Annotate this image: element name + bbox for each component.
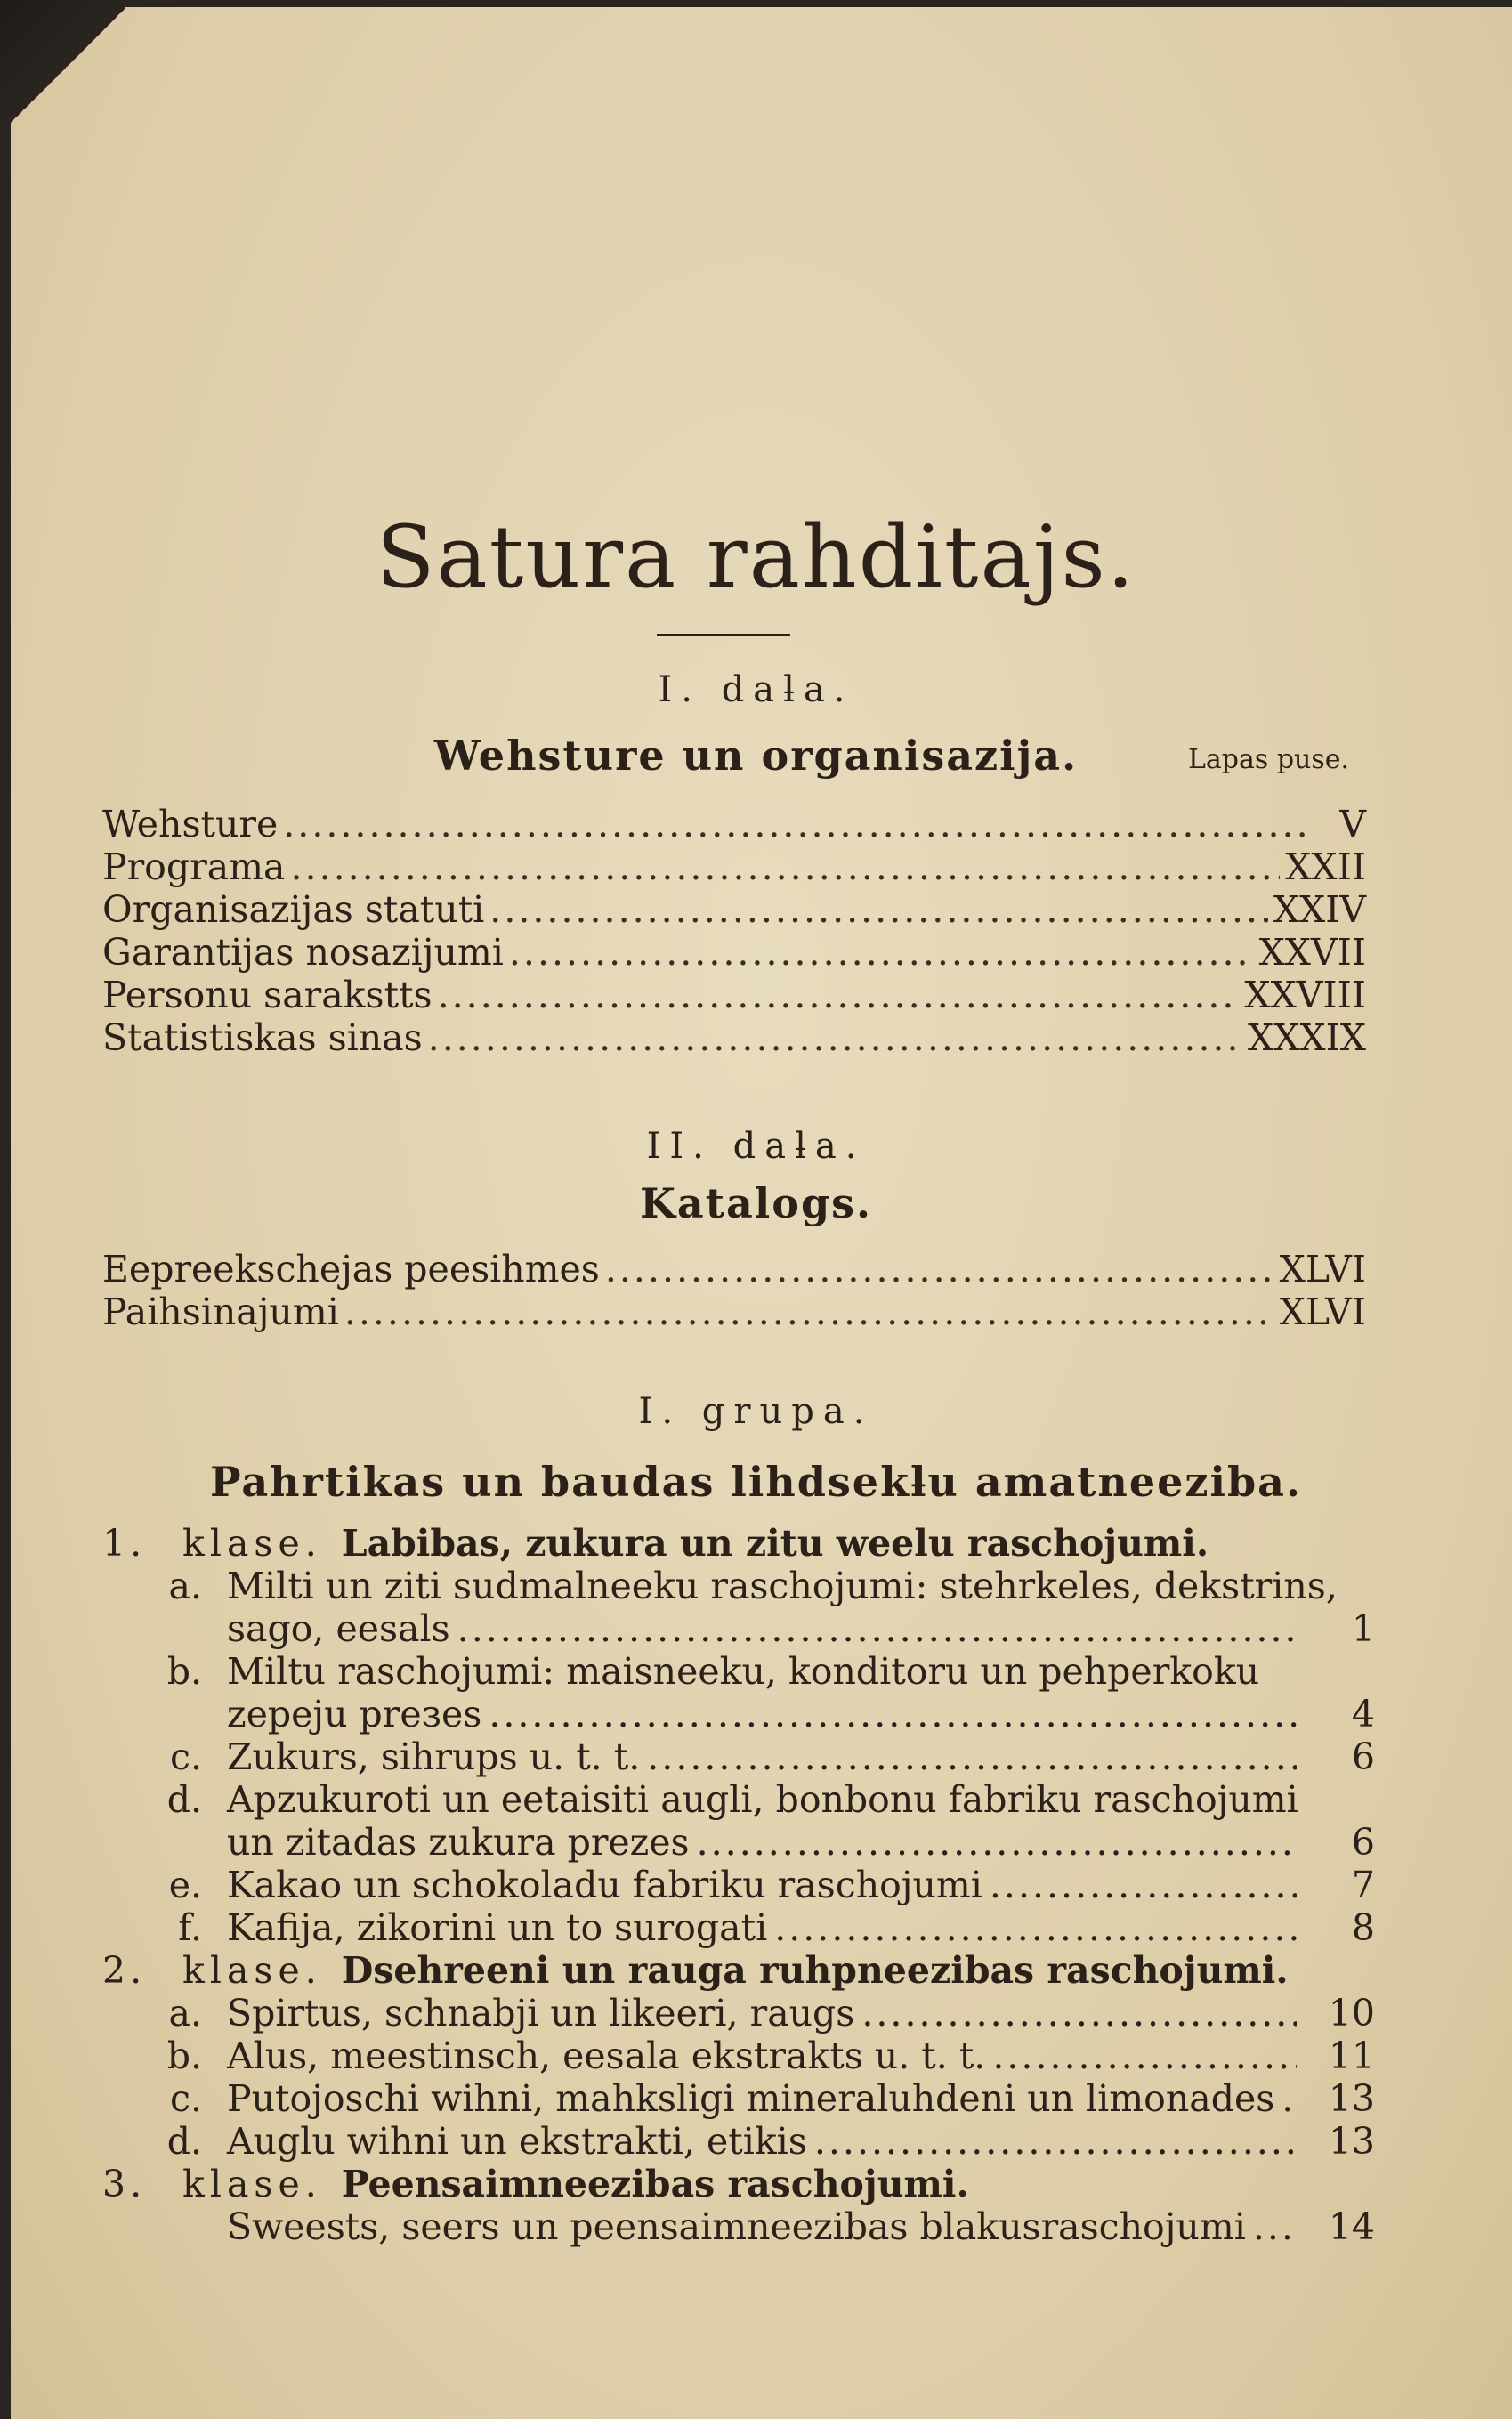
page-column-header: Lapas puse. (1188, 744, 1350, 775)
toc-item[interactable]: d. Auglu wihni un ekstrakti, etikis ..... 13 (102, 2120, 1375, 2163)
toc-row[interactable]: Organisazijas statuti ..... XXIV (102, 888, 1366, 931)
toc-row[interactable]: Statistiskas sinas ..... XXXIX (102, 1016, 1366, 1059)
toc-item[interactable]: b. Alus, meestinsch, eesala ekstrakts u. t. t. ..... 11 (102, 2035, 1375, 2077)
toc-item-continuation[interactable]: sago, eesals ..... 1 (102, 1607, 1375, 1650)
group-1-section-title: Pahrtikas un baudas lihdsekƚu amatneeziba. (210, 1458, 1302, 1506)
group-1-label: I. grupa. (638, 1391, 874, 1432)
toc-row[interactable]: Personu sarakstts ..... XXVIII (102, 974, 1366, 1016)
page-title: Satura rahditajs. (376, 507, 1136, 607)
toc-item[interactable]: c. Zukurs, sihrups u. t. t. ..... 6 (102, 1735, 1375, 1778)
part-2-toc (102, 1248, 1366, 1333)
toc-item[interactable]: b. Miltu raschojumi: maisneeku, konditoru un pehperkoku (166, 1650, 1260, 1693)
toc-item[interactable]: a. Milti un ziti sudmalneeku raschojumi: stehrkeles, dekstrins, (168, 1565, 1338, 1607)
toc-row[interactable]: Garantijas nosazijumi ..... XXVII (102, 931, 1366, 974)
toc-item-continuation[interactable]: un zitadas zukura prezes ..... 6 (102, 1821, 1375, 1864)
part-1-toc (102, 803, 1366, 1059)
toc-item[interactable]: Sweests, seers un peensaimneezibas blakusraschojumi ..... 14 (102, 2205, 1375, 2248)
toc-row[interactable]: Programa ..... XXII (102, 845, 1366, 888)
toc-item[interactable]: f. Kafija, zikorini un to surogati ..... 8 (102, 1906, 1375, 1949)
part-2-section-title: Katalogs. (639, 1179, 873, 1227)
class-heading: 2. klase. Dsehreeni un rauga ruhpneezibas raschojumi. (102, 1949, 1289, 1992)
toc-row[interactable]: Wehsture ..... V (102, 803, 1366, 845)
group-1-toc (102, 1522, 1375, 2248)
toc-row[interactable]: Paihsinajumi ..... XLVI (102, 1290, 1366, 1333)
class-heading: 3. klase. Peensaimneezibas raschojumi. (102, 2163, 969, 2205)
part-1-section-title: Wehsture un organisazija. (433, 732, 1079, 780)
class-heading: 1. klase. Labibas, zukura un zitu weelu raschojumi. (102, 1522, 1209, 1565)
part-1-label: I. daƚa. (658, 669, 854, 710)
toc-item[interactable]: d. Apzukuroti un eetaisiti augli, bonbonu fabriku raschojumi (166, 1778, 1298, 1821)
toc-item[interactable]: c. Putojoschi wihni, mahksligi mineraluhdeni un limonades ..... 13 (102, 2077, 1375, 2120)
toc-item[interactable]: e. Kakao un schokoladu fabriku raschojumi ..... 7 (102, 1864, 1375, 1906)
toc-item-continuation[interactable]: zepeju preзes ..... 4 (102, 1693, 1375, 1735)
title-rule (657, 634, 790, 636)
part-2-label: II. daƚa. (646, 1126, 866, 1167)
toc-item[interactable]: a. Spirtus, schnabji un likeeri, raugs ..... 10 (102, 1992, 1375, 2035)
toc-row[interactable]: Eepreekschejas peesihmes ..... XLVI (102, 1248, 1366, 1290)
